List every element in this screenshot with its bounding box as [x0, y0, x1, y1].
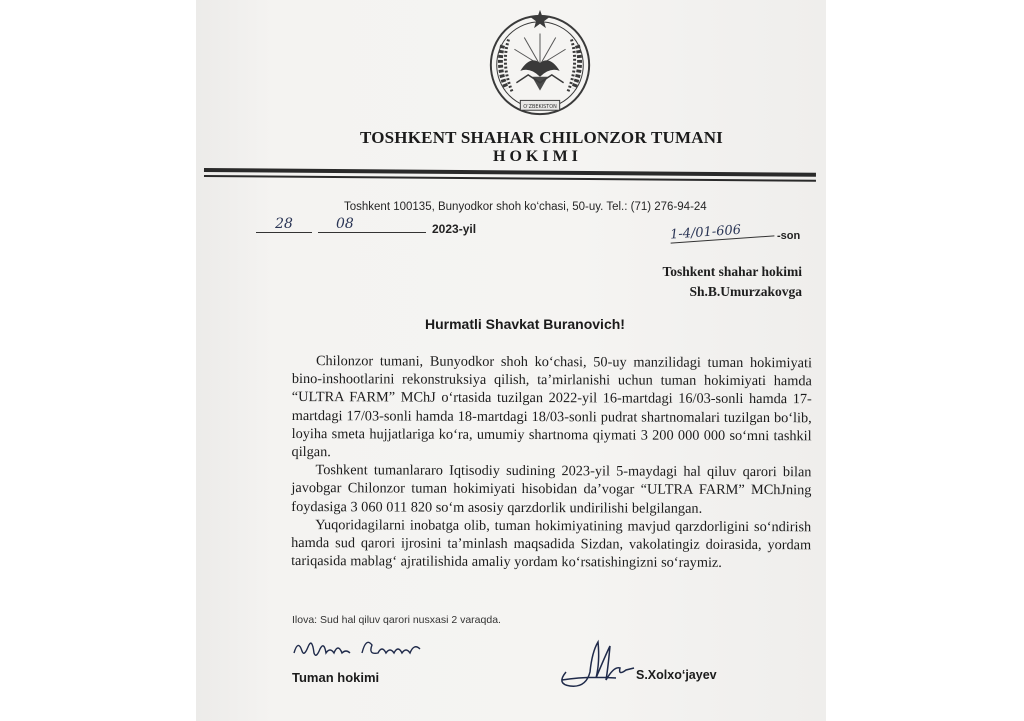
salutation: Hurmatli Shavkat Buranovich!: [425, 316, 625, 332]
recipient-name: Sh.B.Umurzakovga: [689, 284, 802, 299]
signature-icon: [556, 632, 636, 694]
date-month: 08: [318, 216, 426, 233]
letter-number: [670, 224, 810, 244]
signatory-title: Tuman hokimi: [292, 670, 380, 685]
handwritten-note: [292, 633, 452, 663]
letter-body: [291, 352, 812, 573]
recipient-position: Toshkent shahar hokimi: [662, 264, 802, 279]
body-paragraph-2: Toshkent tumanlararo Iqtisodiy sudining 2023-yil 5-maydagi hal qiluv qarori bilan javobgar Chilonzor tuman hokimiyati hisobidan da’vogar “ULTRA FARM” MChJning foydasiga 3 060 011 820 so‘m asosiy qarzdorlik undirilishi belgilangan.: [291, 462, 812, 517]
state-emblem-icon: [481, 6, 599, 124]
svg-text:O‘ZBEKISTON: O‘ZBEKISTON: [523, 103, 557, 110]
date-day: 28: [256, 216, 312, 233]
organization-address: Toshkent 100135, Bunyodkor shoh ko‘chasi, 50-uy. Tel.: (71) 276-94-24: [344, 201, 707, 213]
organization-name: TOSHKENT SHAHAR CHILONZOR TUMANI: [360, 128, 724, 147]
organization-title: HOKIMI: [493, 148, 582, 165]
recipient-block: [630, 262, 802, 302]
date-year: 2023-yil: [432, 222, 477, 236]
signer-name: S.Xolxo‘jayev: [636, 668, 717, 682]
attachment-note: Ilova: Sud hal qiluv qarori nusxasi 2 varaqda.: [292, 614, 501, 626]
body-paragraph-1: Chilonzor tumani, Bunyodkor shoh ko‘chasi, 50-uy manzilidagi tuman hokimiyati bino-inshootlarini rekonstruksiya qilish, ta’mirlanishi uchun tuman hokimiyati hamda “ULTRA FARM” MChJ o‘rtasida tuzilgan 2022-yil 16-martdagi 16/03-sonli hamda 17-martdagi 17/03-sonli hamda 18-martdagi 18/03-sonli pudrat shartnomalari tuzilgan bo‘lib, loyiha smeta hujjatlariga ko‘ra, umumiy shartnoma qiymati 3 200 000 000 so‘mni tashkil qilgan.: [291, 353, 812, 461]
reference-number-suffix: -son: [777, 230, 801, 242]
body-paragraph-3: Yuqoridagilarni inobatga olib, tuman hokimiyatining mavjud qarzdorligini so‘ndirish hamda sud qarori ijrosini ta’minlash maqsadida Sizdan, vakolatingiz doirasida, yordam tariqasida mablag‘ ajratilishida amaliy yordam ko‘rsatishingizni so‘raymiz.: [291, 516, 812, 572]
official-letter: [196, 0, 826, 721]
reference-number: 1-4/01-606: [670, 220, 775, 243]
